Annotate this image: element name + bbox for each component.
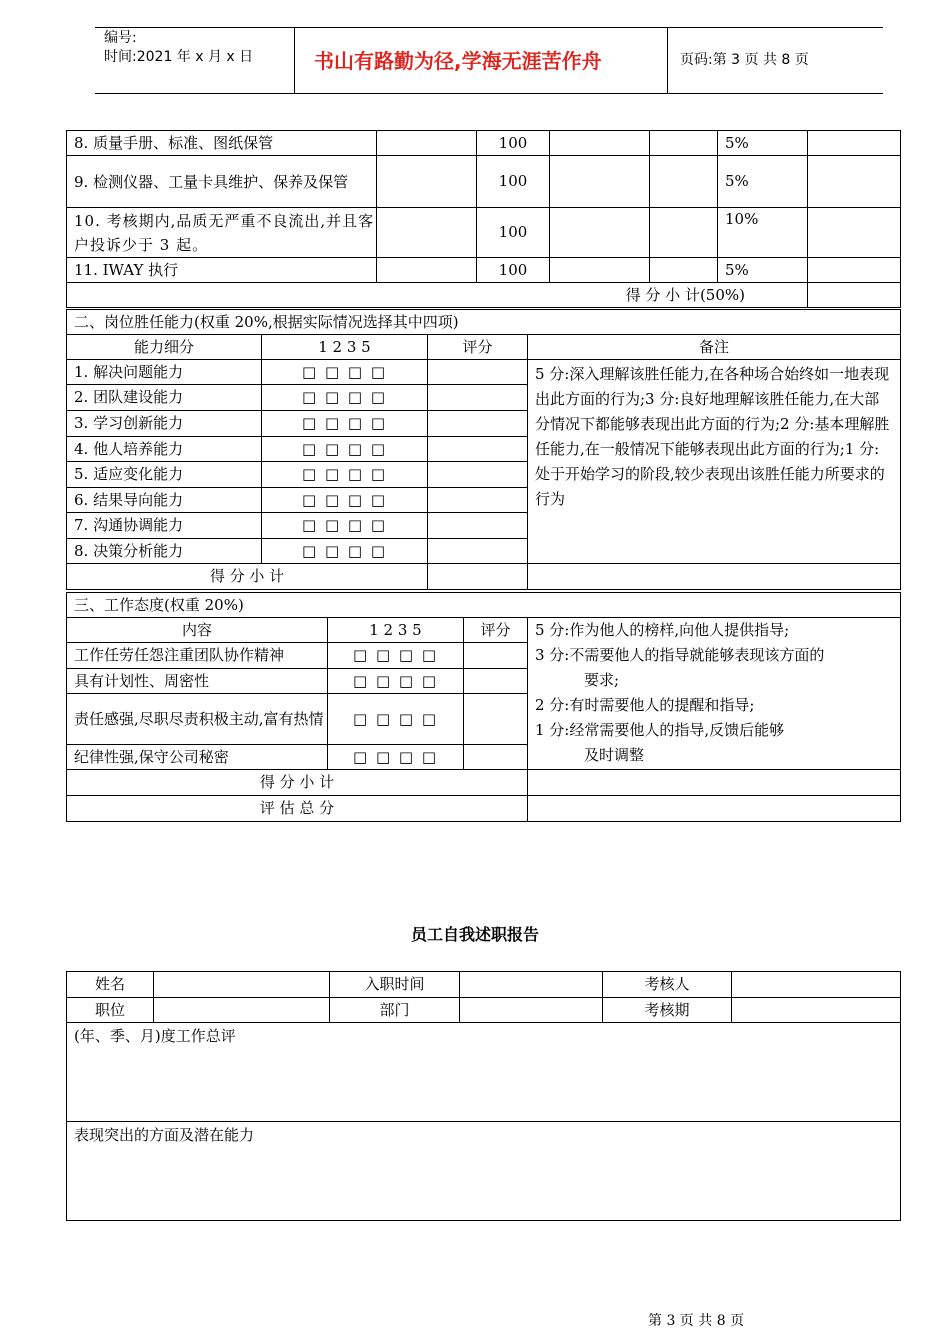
perf-item: 10. 考核期内,品质无严重不良流出,并且客户投诉少于 3 起。 [67,208,377,258]
ability-section-title: 二、岗位胜任能力(权重 20%,根据实际情况选择其中四项) [67,310,901,335]
table-row [67,998,901,1023]
performance-table [66,130,901,308]
table-row [67,360,901,385]
header-bottom-rule [95,93,883,94]
table-row [67,258,901,283]
ability-score-cell[interactable] [428,385,528,411]
table-row [67,618,901,643]
attitude-checkboxes[interactable]: □ □ □ □ [328,745,464,770]
work-summary-label: (年、季、月)度工作总评 [74,1027,236,1045]
strengths-label: 表现突出的方面及潜在能力 [74,1126,255,1144]
ability-item: 4. 他人培养能力 [67,437,262,462]
ability-score-cell[interactable] [428,411,528,437]
attitude-note-line: 3 分:不需要他人的指导就能够表现该方面的 [535,646,825,664]
header-number: 编号: [104,30,137,46]
table-row [67,310,901,335]
attitude-table [66,592,901,822]
attitude-subtotal-value[interactable] [528,770,901,796]
header-divider-left [294,27,295,94]
ability-head-score: 评分 [428,335,528,360]
attitude-note [528,618,901,770]
ability-item: 8. 决策分析能力 [67,539,262,564]
ability-checkboxes[interactable]: □ □ □ □ [262,488,428,513]
ability-head-item: 能力细分 [67,335,262,360]
attitude-head-scale: 1 2 3 5 [328,618,464,643]
table-row [67,131,901,156]
perf-item: 11. IWAY 执行 [67,258,377,283]
perf-full-score: 100 [477,156,550,208]
assessor-label: 考核人 [603,972,732,998]
ability-checkboxes[interactable]: □ □ □ □ [262,360,428,385]
attitude-note-line: 5 分:作为他人的榜样,向他人提供指导; [535,621,790,639]
attitude-head-score: 评分 [464,618,528,643]
attitude-subtotal-label: 得 分 小 计 [67,770,528,796]
attitude-note-line: 2 分:有时需要他人的提醒和指导; [535,696,755,714]
ability-checkboxes[interactable]: □ □ □ □ [262,462,428,488]
table-row [67,208,901,258]
attitude-item: 责任感强,尽职尽责积极主动,富有热情 [67,694,328,745]
attitude-section-title: 三、工作态度(权重 20%) [67,593,901,618]
position-field[interactable] [154,998,330,1023]
table-row [67,1122,901,1221]
ability-head-scale: 1 2 3 5 [262,335,428,360]
report-title: 员工自我述职报告 [410,925,539,944]
ability-score-cell[interactable] [428,539,528,564]
ability-subtotal-label: 得 分 小 计 [67,564,428,590]
table-row [67,564,901,590]
perf-full-score: 100 [477,131,550,156]
ability-subtotal-value[interactable] [428,564,528,590]
ability-item: 5. 适应变化能力 [67,462,262,488]
name-field[interactable] [154,972,330,998]
table-row [67,156,901,208]
hire-date-label: 入职时间 [330,972,460,998]
attitude-item: 工作任劳任怨注重团队协作精神 [67,643,328,669]
perf-weight: 10% [718,208,808,258]
table-row [67,796,901,822]
footer-page-number: 第 3 页 共 8 页 [648,1313,745,1329]
header-top-rule [95,27,883,28]
ability-checkboxes[interactable]: □ □ □ □ [262,513,428,539]
attitude-score-cell[interactable] [464,694,528,745]
attitude-note-line: 1 分:经常需要他人的指导,反馈后能够 [535,721,785,739]
ability-score-cell[interactable] [428,462,528,488]
ability-head-note: 备注 [528,335,901,360]
strengths-field[interactable] [67,1122,901,1221]
position-label: 职位 [67,998,154,1023]
report-table [66,971,901,1221]
dept-field[interactable] [460,998,603,1023]
ability-item: 1. 解决问题能力 [67,360,262,385]
period-label: 考核期 [603,998,732,1023]
table-row [67,335,901,360]
perf-item: 9. 检测仪器、工量卡具维护、保养及保管 [67,156,377,208]
ability-score-cell[interactable] [428,360,528,385]
attitude-item: 具有计划性、周密性 [67,669,328,694]
perf-full-score: 100 [477,258,550,283]
perf-weight: 5% [718,131,808,156]
ability-checkboxes[interactable]: □ □ □ □ [262,437,428,462]
ability-item: 6. 结果导向能力 [67,488,262,513]
attitude-score-cell[interactable] [464,669,528,694]
attitude-note-line: 及时调整 [584,746,645,764]
header-time: 时间:2021 年 x 月 x 日 [104,49,254,65]
perf-weight: 5% [718,258,808,283]
perf-subtotal-label: 得 分 小 计(50%) [67,283,808,308]
ability-score-cell[interactable] [428,437,528,462]
attitude-checkboxes[interactable]: □ □ □ □ [328,694,464,745]
attitude-checkboxes[interactable]: □ □ □ □ [328,669,464,694]
ability-item: 2. 团队建设能力 [67,385,262,411]
ability-note: 5 分:深入理解该胜任能力,在各种场合始终如一地表现出此方面的行为;3 分:良好地理解该胜任能力,在大部分情况下都能够表现出此方面的行为;2 分:基本理解胜任能力,在一般情况下能够表现出此方面的行为;1 分:处于开始学习的阶段,较少表现出该胜任能力所要求的行为 [528,360,901,564]
hire-date-field[interactable] [460,972,603,998]
name-label: 姓名 [67,972,154,998]
table-row [67,593,901,618]
attitude-score-cell[interactable] [464,745,528,770]
ability-item: 7. 沟通协调能力 [67,513,262,539]
header-motto: 书山有路勤为径,学海无涯苦作舟 [314,49,602,73]
ability-score-cell[interactable] [428,513,528,539]
attitude-score-cell[interactable] [464,643,528,669]
ability-checkboxes[interactable]: □ □ □ □ [262,385,428,411]
ability-item: 3. 学习创新能力 [67,411,262,437]
perf-weight: 5% [718,156,808,208]
header-page: 页码:第 3 页 共 8 页 [680,52,809,68]
total-score-label: 评 估 总 分 [67,796,528,822]
perf-item: 8. 质量手册、标准、图纸保管 [67,131,377,156]
dept-label: 部门 [330,998,460,1023]
perf-full-score: 100 [477,208,550,258]
total-score-value[interactable] [528,796,901,822]
attitude-item: 纪律性强,保守公司秘密 [67,745,328,770]
attitude-head-item: 内容 [67,618,328,643]
table-row [67,283,901,308]
ability-checkboxes[interactable]: □ □ □ □ [262,539,428,564]
attitude-note-line: 要求; [584,671,620,689]
work-summary-field[interactable] [67,1023,901,1122]
table-row [67,770,901,796]
ability-score-cell[interactable] [428,488,528,513]
table-row [67,972,901,998]
table-row [67,1023,901,1122]
ability-table [66,309,901,590]
assessor-field[interactable] [732,972,901,998]
period-field[interactable] [732,998,901,1023]
attitude-checkboxes[interactable]: □ □ □ □ [328,643,464,669]
ability-checkboxes[interactable]: □ □ □ □ [262,411,428,437]
header-divider-right [667,27,668,94]
